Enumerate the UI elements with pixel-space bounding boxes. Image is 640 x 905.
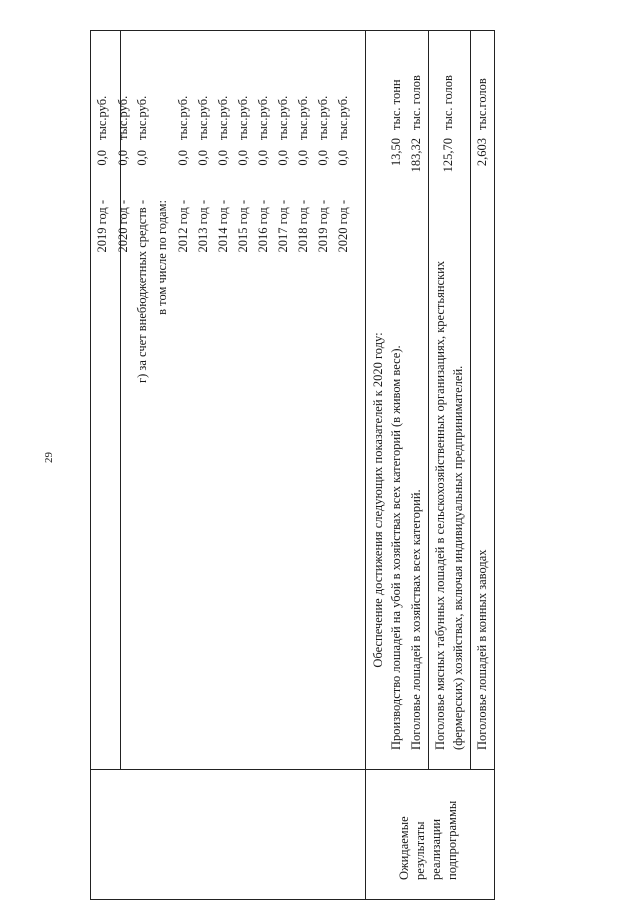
year-label: 2017 год -	[276, 200, 290, 253]
result-item: Поголовье лошадей в хозяйствах всех категорий.	[409, 489, 423, 750]
amount-unit: тыс.руб.	[296, 95, 310, 140]
amount-value: 0,0	[196, 150, 210, 166]
result-item: Производство лошадей на убой в хозяйствах всех категорий (в живом весе).	[389, 345, 403, 750]
year-label: 2012 год -	[176, 200, 190, 253]
program-table	[90, 30, 495, 900]
amount-value: 0,0	[336, 150, 350, 166]
result-item: Поголовье лошадей в конных заводах	[475, 549, 489, 750]
amount-unit: тыс.руб.	[196, 95, 210, 140]
amount-unit: тыс.руб.	[276, 95, 290, 140]
extrabudget-label: г) за счет внебюджетных средств -	[135, 200, 149, 383]
year-label: 2015 год -	[236, 200, 250, 253]
result-unit: тыс. голов	[441, 75, 455, 130]
amount-value: 0,0	[176, 150, 190, 166]
amount-unit: тыс.руб.	[176, 95, 190, 140]
year-label: 2016 год -	[256, 200, 270, 253]
year-label: 2014 год -	[216, 200, 230, 253]
page-number: 29	[43, 452, 55, 463]
result-value: 183,32	[409, 138, 423, 173]
rotated-page	[90, 30, 495, 900]
year-label: 2020 год -	[116, 200, 130, 253]
amount-unit: тыс.руб.	[116, 95, 130, 140]
amount-value: 0,0	[236, 150, 250, 166]
amount-value: 0,0	[135, 150, 149, 166]
table-border-bottom	[494, 30, 495, 900]
amount-value: 0,0	[316, 150, 330, 166]
year-label: 2019 год -	[316, 200, 330, 253]
result-unit: тыс. тонн	[389, 79, 403, 130]
subhead: в том числе по годам:	[155, 200, 169, 315]
year-label: 2018 год -	[296, 200, 310, 253]
results-header: Ожидаемые результаты реализации подпрограммы	[397, 800, 459, 880]
amount-value: 0,0	[95, 150, 109, 166]
amount-value: 0,0	[216, 150, 230, 166]
results-intro: Обеспечение достижения следующих показателей к 2020 году:	[371, 332, 385, 668]
result-item-line2: (фермерских) хозяйствах, включая индивидуальных предпринимателей.	[451, 365, 465, 750]
result-item-line1: Поголовье мясных табунных лошадей в сельскохозяйственных организациях, крестьянских	[433, 260, 447, 750]
amount-unit: тыс.руб.	[256, 95, 270, 140]
table-border-top	[90, 30, 91, 900]
table-border-right	[90, 30, 495, 31]
amount-value: 0,0	[296, 150, 310, 166]
row-divider-1	[120, 30, 121, 770]
row-divider-results	[365, 30, 366, 900]
amount-unit: тыс.руб.	[236, 95, 250, 140]
result-unit: тыс.голов	[475, 78, 489, 130]
row-divider	[470, 30, 471, 770]
result-value: 125,70	[441, 138, 455, 173]
year-label: 2020 год -	[336, 200, 350, 253]
result-value: 13,50	[389, 138, 403, 167]
amount-unit: тыс.руб.	[135, 95, 149, 140]
amount-unit: тыс.руб.	[216, 95, 230, 140]
year-label: 2019 год -	[95, 200, 109, 253]
amount-unit: тыс.руб.	[316, 95, 330, 140]
amount-value: 0,0	[276, 150, 290, 166]
amount-value: 0,0	[116, 150, 130, 166]
result-unit: тыс. голов	[409, 75, 423, 130]
amount-unit: тыс.руб.	[336, 95, 350, 140]
column-divider	[90, 769, 495, 770]
table-border-left	[90, 899, 495, 900]
result-value: 2,603	[475, 138, 489, 167]
amount-unit: тыс.руб.	[95, 95, 109, 140]
row-divider	[428, 30, 429, 770]
year-label: 2013 год -	[196, 200, 210, 253]
amount-value: 0,0	[256, 150, 270, 166]
